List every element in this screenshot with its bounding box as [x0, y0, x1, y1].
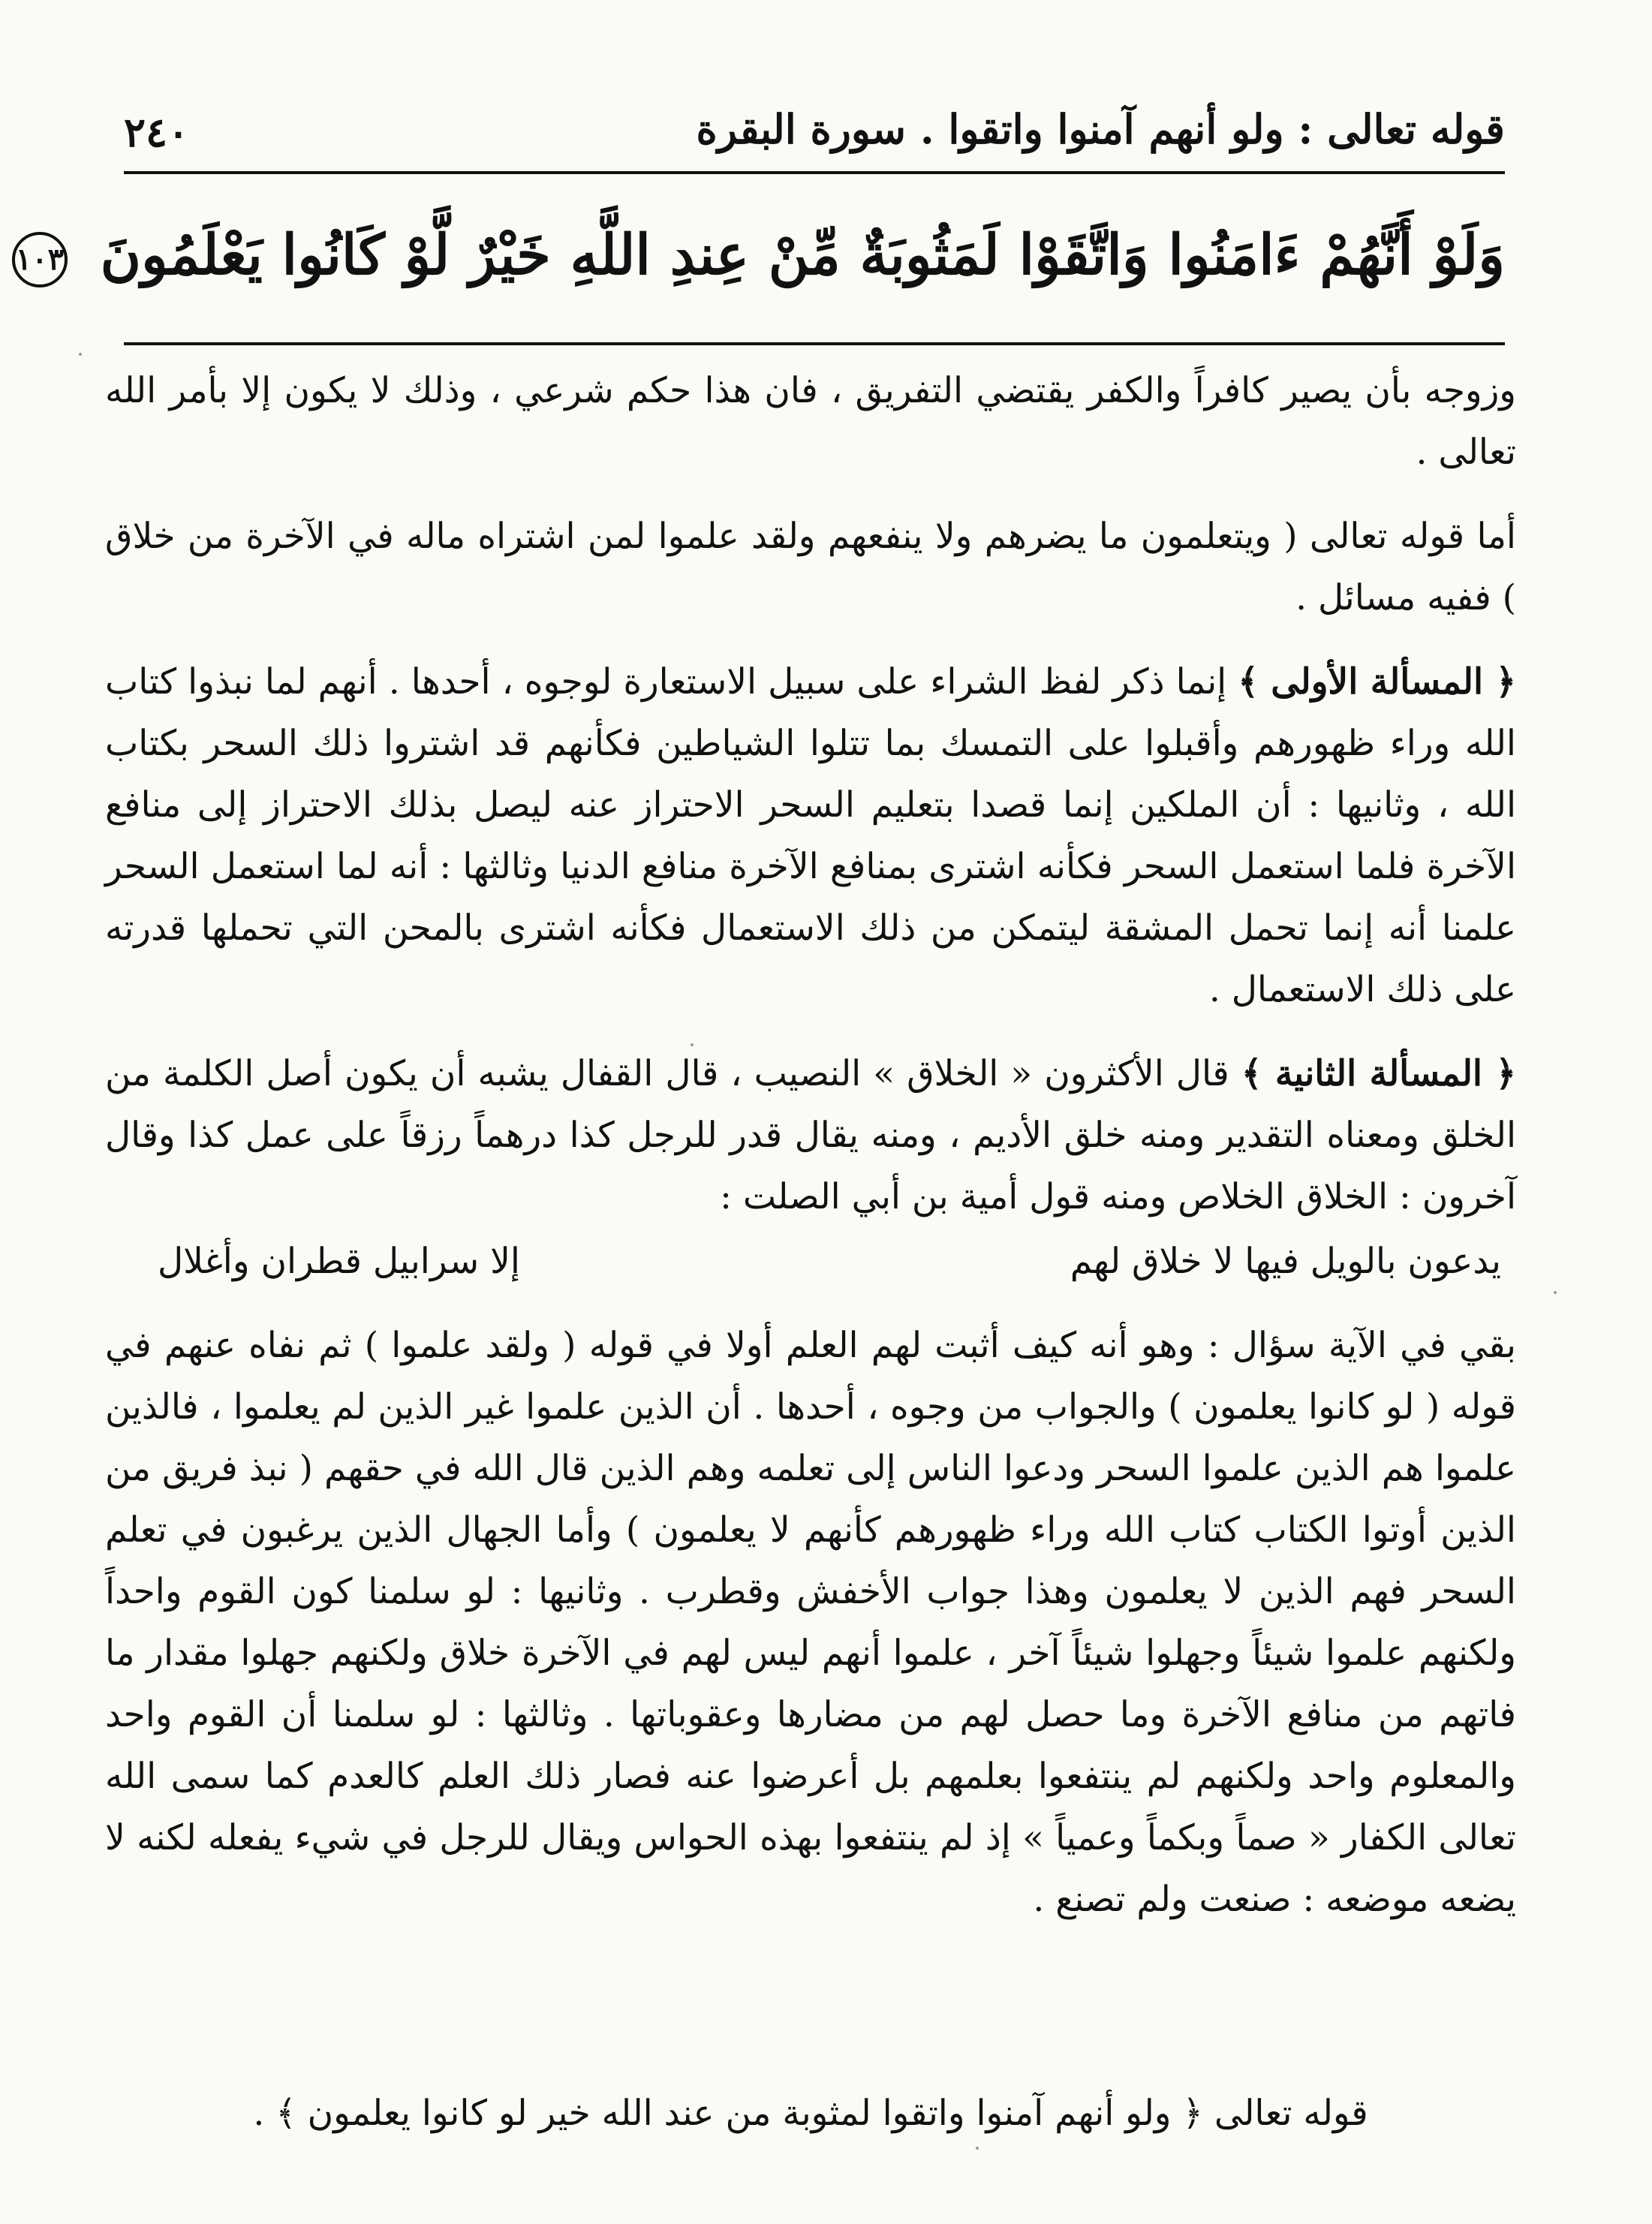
header-rule	[124, 171, 1505, 174]
quran-verse	[15, 191, 1505, 319]
paragraph-text: أما قوله تعالى ( ويتعلمون ما يضرهم ولا ينفعهم ولقد علموا لمن اشتراه ماله في الآخرة من خلاق ) ففيه مسائل .	[105, 516, 1516, 618]
paragraph-text: وزوجه بأن يصير كافراً والكفر يقتضي التفريق ، فان هذا حكم شرعي ، وذلك لا يكون إلا بأمر الله تعالى .	[105, 370, 1516, 473]
next-verse-heading: قوله تعالى ﴿ ولو أنهم آمنوا واتقوا لمثوبة من عند الله خير لو كانوا يعلمون ﴾ .	[253, 2093, 1368, 2134]
paragraph-text: إنما ذكر لفظ الشراء على سبيل الاستعارة لوجوه ، أحدها . أنهم لما نبذوا كتاب الله وراء ظهورهم وأقبلوا على التمسك بما تتلوا الشياطين فكأنهم قد اشتروا ذلك السحر بكتاب الله ، وثانيها : أن الملكين إنما قصدا بتعليم السحر الاحتراز عنه ليصل بذلك الاحتراز إلى منافع الآخرة فلما استعمل السحر فكأنه اشترى بمنافع الآخرة منافع الدنيا وثالثها : أنه لما استعمل السحر علمنا أنه إنما تحمل المشقة ليتمكن من ذلك الاستعمال فكأنه اشترى بالمحن التي تحملها قدرته على ذلك الاستعمال .	[105, 661, 1516, 1010]
issue-marker: ﴿ المسألة الأولى ﴾	[1238, 661, 1516, 703]
verse-text: وَلَوْ أَنَّهُمْ ءَامَنُوا وَاتَّقَوْا لَمَثُوبَةٌ مِّنْ عِندِ اللَّهِ خَيْرٌ لَّوْ كَانُوا يَعْلَمُونَ	[100, 223, 1505, 287]
scan-speck	[976, 2147, 979, 2150]
page-header	[124, 105, 1505, 165]
paragraph	[105, 1315, 1516, 1931]
paragraph	[105, 1043, 1516, 1228]
scan-speck	[691, 1043, 694, 1046]
paragraph	[105, 652, 1516, 1021]
paragraph-text: بقي في الآية سؤال : وهو أنه كيف أثبت لهم العلم أولا في قوله ( ولقد علموا ) ثم نفاه عنهم في قوله ( لو كانوا يعلمون ) والجواب من وجوه ، أحدها . أن الذين علموا غير الذين لم يعلموا ، فالذين علموا هم الذين علموا السحر ودعوا الناس إلى تعلمه وهم الذين قال الله في حقهم ( نبذ فريق من الذين أوتوا الكتاب كتاب الله وراء ظهورهم كأنهم لا يعلمون ) وأما الجهال الذين يرغبون في تعلم السحر فهم الذين لا يعلمون وهذا جواب الأخفش وقطرب . وثانيها : لو سلمنا كون القوم واحداً ولكنهم علموا شيئاً وجهلوا شيئاً آخر ، علموا أنهم ليس لهم في الآخرة خلاق ولكنهم جهلوا مقدار ما فاتهم من منافع الآخرة وما حصل لهم من مضارها وعقوباتها . وثالثها : لو سلمنا أن القوم واحد والمعلوم واحد ولكنهم لم ينتفعوا بعلمهم بل أعرضوا عنه فصار ذلك العلم كالعدم كما سمى الله تعالى الكفار « صماً وبكماً وعمياً » إذ لم ينتفعوا بهذه الحواس ويقال للرجل في شيء يفعله لكنه لا يضعه موضعه : صنعت ولم تصنع .	[105, 1325, 1516, 1920]
verse-number-medallion: ١٠٣	[12, 232, 68, 287]
poem-verse	[105, 1231, 1516, 1293]
running-title: قوله تعالى : ولو أنهم آمنوا واتقوا . سورة البقرة	[696, 105, 1505, 153]
paragraph	[105, 360, 1516, 483]
paragraph	[105, 506, 1516, 629]
poem-first-hemistich: يدعون بالويل فيها لا خلاق لهم	[1070, 1241, 1501, 1282]
verse-rule	[124, 342, 1505, 345]
page-number: ٢٤٠	[124, 108, 190, 156]
issue-marker: ﴿ المسألة الثانية ﴾	[1241, 1053, 1516, 1094]
poem-second-hemistich: إلا سرابيل قطران وأغلال	[158, 1241, 520, 1282]
scan-speck	[79, 353, 82, 356]
scan-speck	[1554, 1291, 1557, 1294]
paragraph-text: قال الأكثرون « الخلاق » النصيب ، قال القفال يشبه أن يكون أصل الكلمة من الخلق ومعناه التقدير ومنه خلق الأديم ، ومنه يقال قدر للرجل كذا درهماً رزقاً على عمل كذا وقال آخرون : الخلاق الخلاص ومنه قول أمية بن أبي الصلت :	[105, 1053, 1516, 1217]
commentary-body	[105, 360, 1516, 1953]
